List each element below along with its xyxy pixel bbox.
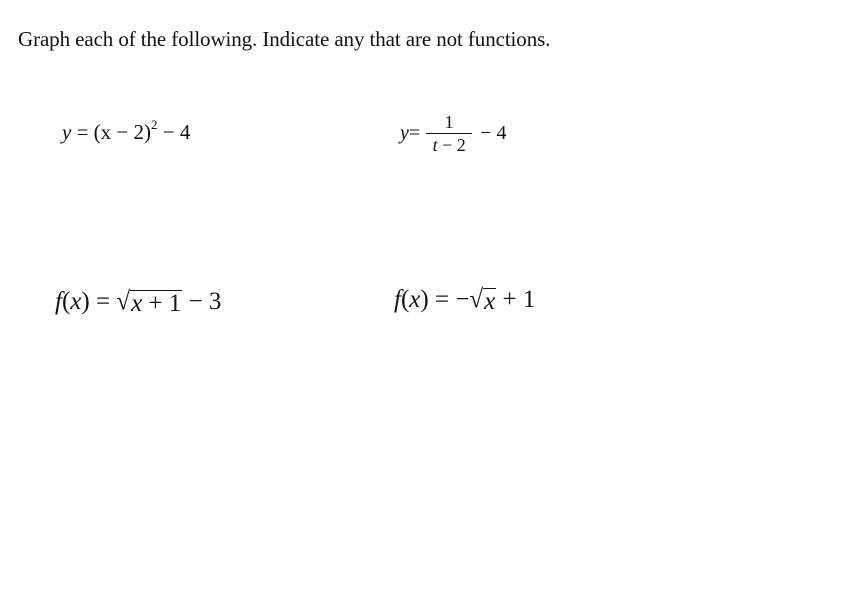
- eq2-equals: =: [408, 121, 421, 144]
- radical-sign-icon: √: [116, 287, 131, 316]
- eq4-radicand: [483, 288, 496, 315]
- eq1-equals: =: [71, 120, 94, 144]
- eq3-arg-var: x: [70, 288, 82, 315]
- eq2-tail: − 4: [480, 121, 507, 144]
- eq2-lhs: y: [400, 121, 409, 144]
- equation-1: [62, 118, 190, 146]
- instructions-text: Graph each of the following. Indicate any that are not functions.: [18, 27, 551, 51]
- eq4-tail: + 1: [496, 286, 536, 313]
- eq4-arg-var: x: [409, 286, 421, 313]
- eq3-radicand-var: x: [131, 290, 143, 317]
- eq1-exponent: 2: [151, 117, 158, 132]
- equation-3: [55, 285, 221, 319]
- eq3-lhs: f: [55, 288, 62, 315]
- eq3-radical: [116, 285, 182, 319]
- eq4-radicand-var: x: [484, 288, 496, 315]
- eq2-denominator: [433, 134, 466, 156]
- eq4-lhs: f: [394, 286, 401, 313]
- eq3-tail: − 3: [182, 288, 222, 315]
- eq2-fraction: [426, 112, 472, 156]
- eq4-radical: [469, 283, 496, 317]
- eq3-arg: (x): [61, 288, 90, 315]
- eq4-equals: = −: [428, 286, 470, 313]
- equation-4: [394, 283, 535, 317]
- eq2-denominator-var: t: [432, 135, 438, 155]
- eq3-radicand-rest: + 1: [142, 290, 182, 317]
- eq3-radicand: [130, 290, 182, 317]
- eq2-numerator: 1: [444, 112, 454, 132]
- eq1-lhs: y: [62, 120, 72, 144]
- radical-sign-icon: √: [469, 285, 484, 314]
- eq1-tail: − 4: [157, 120, 191, 144]
- eq3-equals: =: [89, 288, 117, 315]
- eq2-denominator-rest: − 2: [437, 135, 466, 155]
- equation-2: [400, 107, 506, 159]
- eq4-arg: (x): [400, 286, 429, 313]
- eq1-base: (x − 2): [93, 120, 152, 144]
